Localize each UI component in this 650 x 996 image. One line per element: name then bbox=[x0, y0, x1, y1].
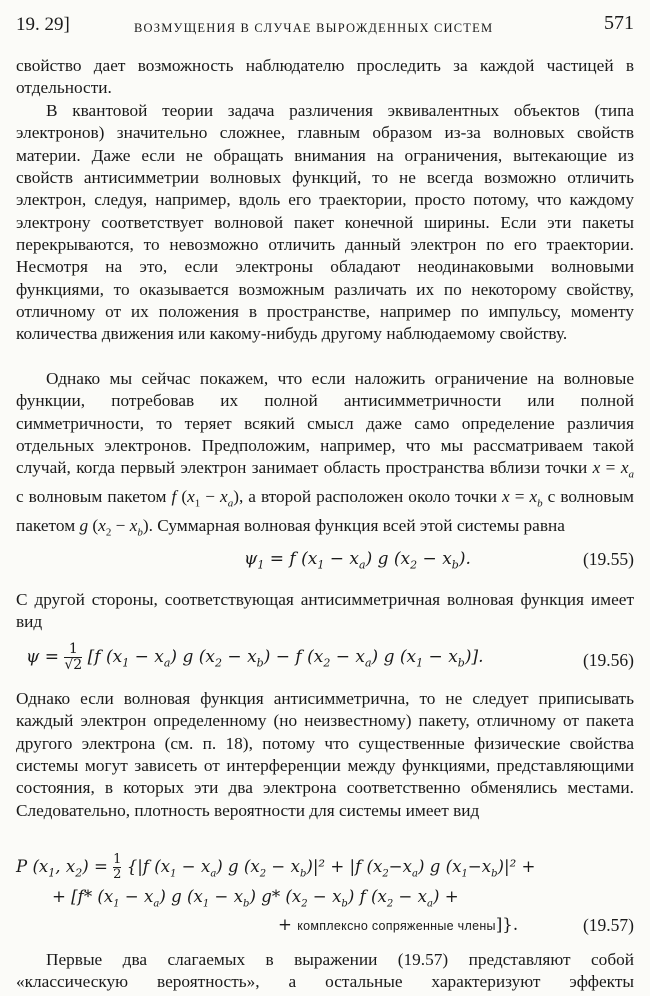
equation-19-57-line-3: + комплексно сопряженные члены]}. bbox=[278, 915, 519, 934]
paragraph-5-text: Однако если волновая функция антисимметрична, то не следует приписывать каждый электрон определенному (но неизвестному) пакету, отличному от пакета другого электрона (см. п. 18), потому что существенные физические свойства системы могут зависеть от интерференции между функциями, представляющими состояния, в которых эти два электрона соответственно обменялись местами. Следовательно, плотность вероятности для системы имеет вид bbox=[16, 689, 634, 820]
paragraph-2-text: В квантовой теории задача различения эквивалентных объектов (типа электронов) значительно сложнее, главным образом из-за волновых свойств материи. Даже если не обращать внимания на ограничения, вытекающие из свойств антисимметрии волновых функций, то не всегда возможно отличить электрон, следуя, например, вдоль его траектории, просто потому, что каждому электрону соответствует волновой пакет конечной ширины. Если эти пакеты перекрываются, то невозможно отличить данный электрон по его траектории. Несмотря на это, если электроны обладают неодинаковыми волновыми функциями, то оказывается возможным различать их по некоторому свойству, отличному от их положения в пространстве, например по импульсу, моменту количества движения или какому-нибудь другому наблюдаемому свойству. bbox=[16, 101, 634, 344]
paragraph-1 bbox=[16, 55, 634, 100]
equation-19-55-expr: $\psi_1 = f$ $(x_1 - x_a)$ g $(x_2 - x_b)$. bbox=[244, 549, 471, 572]
equation-19-57 bbox=[16, 845, 634, 941]
equation-19-56-expr: ψ = $\frac{1}{√2}$ [f $(x_1 - x_a)$ g $(x_2 - x_b) - f$ $(x_2 - x_a)$ g $(x_1 - x_b)$]. bbox=[26, 641, 484, 673]
equation-19-57-line-2: + [f* $(x_1 - x_a)$ g $(x_1 - x_b)$ g* $(x_2 - x_b)$ f $(x_2 - x_a)$ + bbox=[52, 887, 459, 910]
paragraph-6 bbox=[16, 949, 634, 994]
paragraph-3 bbox=[16, 368, 634, 544]
running-header bbox=[16, 8, 634, 34]
paragraph-4-text: С другой стороны, соответствующая антисимметричная волновая функция имеет вид bbox=[16, 590, 634, 632]
equation-19-56 bbox=[16, 638, 634, 678]
paragraph-4 bbox=[16, 589, 634, 634]
paragraph-6-text: Первые два слагаемых в выражении (19.57) представляют собой «классическую вероятность», а остальные характеризуют эффекты bbox=[16, 950, 634, 992]
equation-19-57-number: (19.57) bbox=[582, 915, 634, 935]
page-number: 571 bbox=[604, 12, 634, 34]
equation-19-55 bbox=[16, 549, 634, 573]
section-reference: 19. 29] bbox=[16, 14, 70, 35]
equation-19-57-words: комплексно сопряженные члены bbox=[297, 919, 496, 933]
equation-19-57-line-1: P ($x_1$, $x_2$) = $\frac{1}{2}$ {|f $(x_1 - x_a)$ g $(x_2 - x_b)|^2 + |f$ $(x_2-x_a)$ g $(x_1-x_b)|^2$ + bbox=[16, 852, 536, 882]
equation-19-55-number: (19.55) bbox=[582, 549, 634, 569]
paragraph-1-text: свойство дает возможность наблюдателю проследить за каждой частицей в отдельности. bbox=[16, 56, 634, 98]
equation-19-56-number: (19.56) bbox=[582, 650, 634, 670]
header-title: ВОЗМУЩЕНИЯ В СЛУЧАЕ ВЫРОЖДЕННЫХ СИСТЕМ bbox=[134, 21, 494, 35]
paragraph-3-text: Однако мы сейчас покажем, что если наложить ограничение на волновые функции, потребовав их полной антисимметричности или полной симметричности, то теряет всякий смысл даже само определение различия отдельных электронов. Предположим, например, что мы рассматриваем такой случай, когда первый электрон занимает область пространства вблизи точки $x = x_a$ с волновым пакетом f $(x_1 - x_a)$, а второй расположен около точки $x = x_b$ с волновым пакетом g $(x_2 - x_b)$. Суммарная волновая функция всей этой системы равна bbox=[16, 369, 634, 539]
paragraph-5 bbox=[16, 688, 634, 822]
paragraph-2 bbox=[16, 100, 634, 346]
